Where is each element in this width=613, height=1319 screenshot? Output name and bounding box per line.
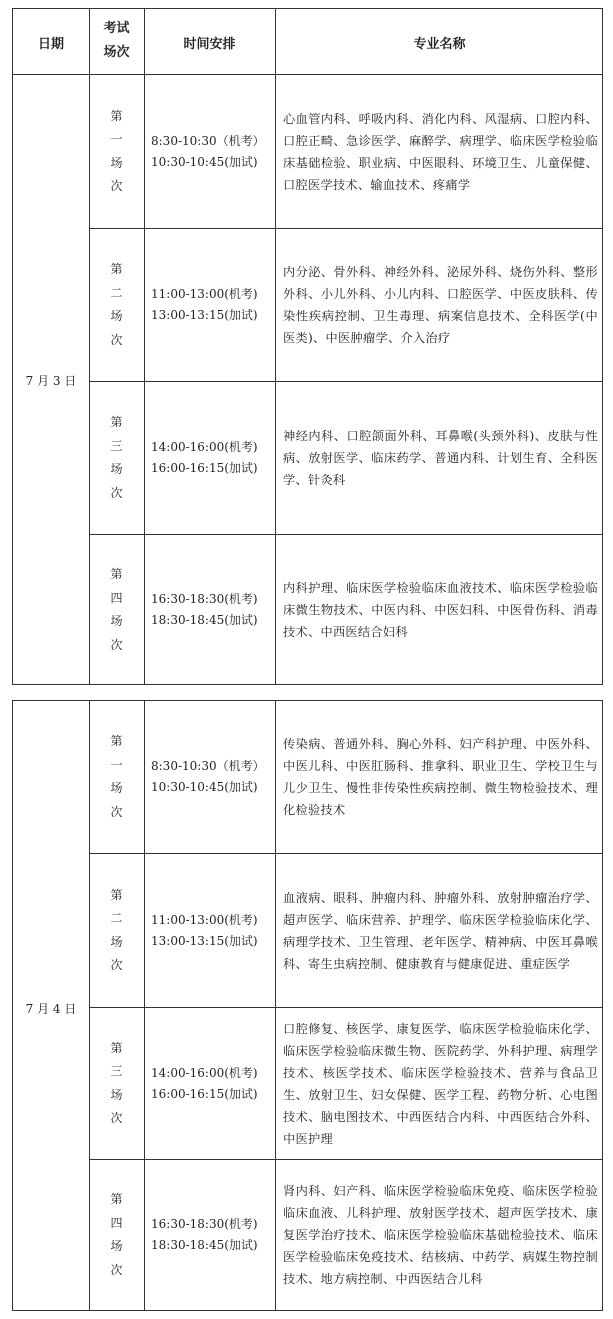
specialty-cell: 血液病、眼科、肿瘤内科、肿瘤外科、放射肿瘤治疗学、超声医学、临床营养、护理学、临床医学检验临床化学、病理学技术、卫生管理、老年医学、精神病、中医耳鼻喉科、寄生虫病控制、健康教育与健康促进、重症医学 [283,890,598,971]
extra-time: 13:00-13:15(加试) [151,308,258,322]
exam-time: 14:00-16:00(机考) [151,440,258,454]
time-cell [144,1008,275,1159]
extra-time: 16:00-16:15(加试) [151,1086,258,1101]
extra-time: 16:00-16:15(加试) [151,461,258,475]
time-cell [144,382,275,534]
extra-time: 13:00-13:15(加试) [151,933,258,948]
header-date: 日期 [37,37,64,52]
time-cell [144,535,275,685]
specialty-cell: 内科护理、临床医学检验临床血液技术、临床医学检验临床微生物技术、中医内科、中医妇科、中医骨伤科、消毒技术、中西医结合妇科 [283,581,598,639]
specialty-cell: 传染病、普通外科、胸心外科、妇产科护理、中医外科、中医儿科、中医肛肠科、推拿科、职业卫生、学校卫生与儿少卫生、慢性非传染性疾病控制、微生物检验技术、理化检验技术 [283,737,598,817]
session-cell: 第四场次 [110,567,123,652]
exam-time: 16:30-18:30(机考) [151,1217,258,1231]
session-cell: 第四场次 [110,1192,123,1277]
session-cell: 第三场次 [110,1040,123,1125]
session-cell: 第二场次 [110,887,123,972]
specialty-cell: 内分泌、骨外科、神经外科、泌尿外科、烧伤外科、整形外科、小儿外科、小儿内科、口腔医学、中医皮肤科、传染性疾病控制、卫生毒理、病案信息技术、全科医学(中医类)、中医肿瘤学、介入治疗 [283,265,598,345]
session-cell: 第一场次 [110,734,123,819]
extra-time: 10:30-10:45(加试) [151,780,258,794]
time-cell [144,1160,275,1310]
extra-time: 18:30-18:45(加试) [151,1238,258,1252]
extra-time: 18:30-18:45(加试) [151,613,258,627]
session-cell: 第三场次 [110,415,123,500]
time-cell [144,854,275,1007]
specialty-cell: 口腔修复、核医学、康复医学、临床医学检验临床化学、临床医学检验临床微生物、医院药学、外科护理、病理学技术、核医学技术、临床医学检验技术、营养与食品卫生、放射卫生、妇女保健、医学工程、药物分析、心电图技术、脑电图技术、中西医结合内科、中西医结合外科、中医护理 [283,1021,598,1146]
exam-time: 11:00-13:00(机考) [151,287,258,301]
extra-time: 10:30-10:45(加试) [151,154,258,169]
exam-time: 11:00-13:00(机考) [151,912,258,927]
exam-time: 8:30-10:30（机考） [151,133,265,148]
specialty-cell: 肾内科、妇产科、临床医学检验临床免疫、临床医学检验临床血液、儿科护理、放射医学技术、超声医学技术、康复医学治疗技术、临床医学检验临床基础检验技术、临床医学检验临床免疫技术、结核病、中药学、病媒生物控制技术、地方病控制、中西医结合儿科 [283,1184,598,1286]
exam-time: 8:30-10:30（机考） [151,759,265,773]
schedule-table-day2 [12,700,603,1311]
header-session: 考试场次 [103,21,130,60]
schedule-table-day1 [12,8,603,685]
specialty-cell: 心血管内科、呼吸内科、消化内科、风湿病、口腔内科、口腔正畸、急诊医学、麻醉学、病理学、临床医学检验临床基础检验、职业病、中医眼科、环境卫生、儿童保健、口腔医学技术、输血技术、疼痛学 [283,111,598,192]
date-cell: 7 月 3 日 [25,374,77,388]
specialty-cell: 神经内科、口腔颌面外科、耳鼻喉(头颈外科)、皮肤与性病、放射医学、临床药学、普通内科、计划生育、全科医学、针灸科 [283,429,598,487]
time-cell [144,701,275,853]
exam-time: 16:30-18:30(机考) [151,592,258,606]
header-time: 时间安排 [183,37,236,52]
date-cell: 7 月 4 日 [25,1002,77,1016]
session-cell: 第二场次 [110,262,123,347]
exam-time: 14:00-16:00(机考) [151,1065,258,1080]
time-cell [144,75,275,228]
header-specialty: 专业名称 [413,37,466,52]
session-cell: 第一场次 [110,108,123,193]
time-cell [144,229,275,381]
